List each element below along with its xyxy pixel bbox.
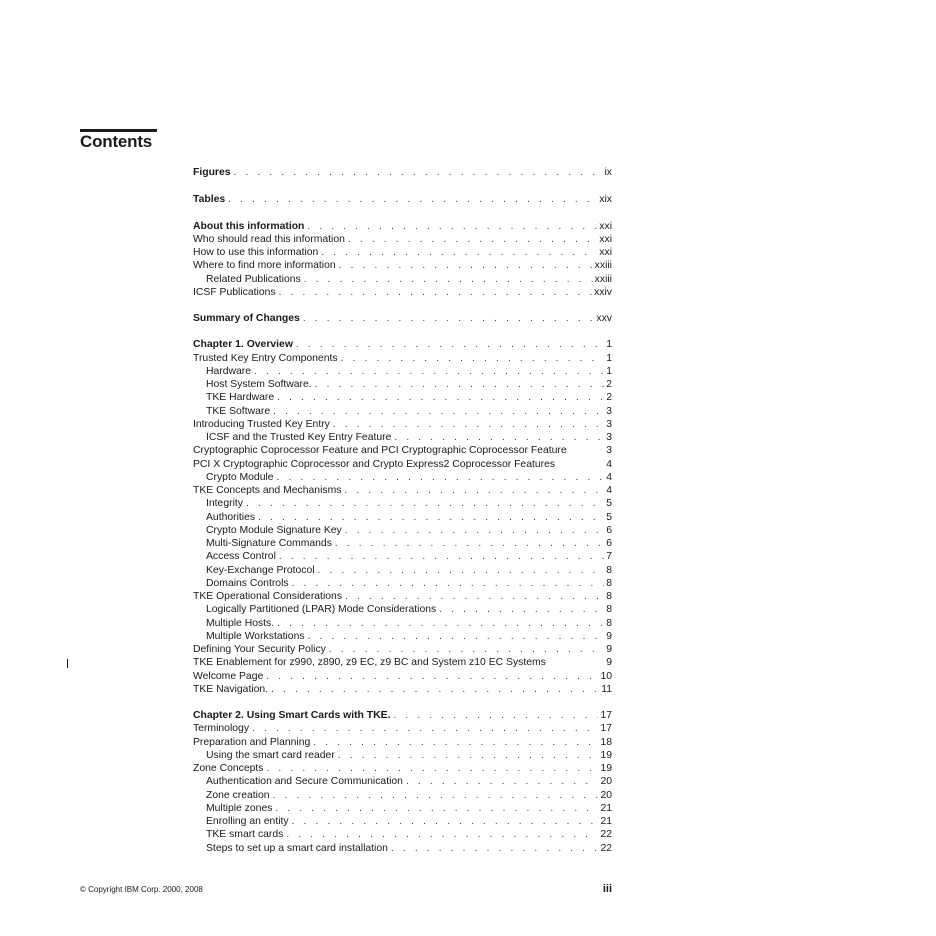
dot-leader — [391, 842, 599, 855]
dot-leader — [348, 233, 597, 246]
toc-entry-title: ICSF Publications — [193, 286, 276, 298]
toc-entry-title: Multiple Workstations — [206, 630, 305, 642]
toc-entry-title: Zone creation — [206, 789, 270, 801]
dot-leader — [315, 378, 605, 391]
toc-entry[interactable] — [193, 524, 612, 537]
toc-entry-title: Terminology — [193, 723, 250, 735]
toc-entry-title: TKE Operational Considerations — [193, 591, 343, 602]
toc-entry-page: xxi — [599, 220, 612, 232]
toc-entry[interactable] — [193, 312, 612, 325]
toc-entry[interactable] — [193, 418, 612, 431]
toc-entry[interactable] — [193, 511, 612, 524]
dot-leader — [393, 709, 598, 722]
toc-entry-page: 4 — [606, 458, 612, 470]
toc-entry[interactable] — [193, 537, 612, 550]
toc-entry-title: Cryptographic Coprocessor Feature and PCI Cryptographic Coprocessor Feature — [193, 445, 567, 457]
dot-leader — [246, 497, 604, 510]
toc-entry[interactable] — [193, 709, 612, 722]
toc-entry-title: TKE smart cards — [206, 829, 284, 841]
toc-entry-title: Hardware — [206, 365, 252, 377]
dot-leader — [296, 338, 604, 351]
toc-entry-page: 2 — [606, 379, 612, 390]
toc-entry[interactable] — [193, 564, 612, 577]
dot-leader — [234, 166, 603, 179]
toc-entry-title: Multiple zones — [206, 802, 273, 814]
toc-entry-title: Where to find more information — [193, 260, 336, 272]
toc-entry-title: Using the smart card reader — [206, 749, 335, 761]
toc-entry-title: Summary of Changes — [193, 313, 300, 324]
toc-entry-title: Multi-Signature Commands — [206, 538, 332, 549]
dot-leader — [273, 789, 599, 802]
dot-leader — [333, 418, 604, 431]
toc-entry-title: Crypto Module — [206, 471, 274, 483]
toc-entry-title: Chapter 1. Overview — [193, 339, 293, 351]
toc-entry-title: TKE Concepts and Mechanisms — [193, 485, 342, 496]
toc-entry-page: 1 — [606, 352, 612, 364]
toc-entry-page: 3 — [606, 445, 612, 457]
dot-leader — [313, 736, 598, 749]
toc-entry-title: Figures — [193, 167, 231, 178]
toc-entry-title: Logically Partitioned (LPAR) Mode Considerations — [206, 604, 437, 616]
toc-entry[interactable] — [193, 670, 612, 683]
toc-entry[interactable] — [193, 338, 612, 351]
toc-entry-page: 8 — [606, 564, 612, 576]
dot-leader — [394, 431, 604, 444]
dot-leader — [271, 683, 599, 696]
dot-leader — [277, 391, 604, 404]
toc-entry[interactable] — [193, 352, 612, 365]
toc-entry-title: Authorities — [206, 511, 256, 523]
toc-entry-title: Key-Exchange Protocol — [206, 564, 315, 576]
toc-entry[interactable] — [193, 259, 612, 272]
toc-entry-title: How to use this information — [193, 247, 319, 258]
dot-leader — [304, 273, 593, 286]
toc-entry-page: 8 — [606, 591, 612, 602]
toc-entry[interactable] — [193, 736, 612, 749]
dot-leader — [321, 246, 597, 259]
toc-entry[interactable] — [193, 802, 612, 815]
toc-entry-page: xxiv — [594, 286, 612, 298]
toc-entry[interactable] — [193, 233, 612, 246]
footer-copyright: © Copyright IBM Corp. 2000, 2008 — [80, 885, 203, 894]
dot-leader — [277, 617, 604, 630]
dot-leader — [273, 405, 604, 418]
dot-leader — [345, 524, 604, 537]
toc-entry-title: Tables — [193, 194, 226, 206]
toc-entry-page: 3 — [606, 405, 612, 417]
toc-entry-title: Crypto Module Signature Key — [206, 524, 342, 536]
toc-entry-page: 20 — [600, 776, 612, 788]
toc-entry[interactable] — [193, 246, 612, 259]
dot-leader — [279, 286, 593, 299]
toc-entry-title: Steps to set up a smart card installation — [206, 842, 388, 854]
toc-entry[interactable] — [193, 391, 612, 404]
toc-entry[interactable] — [193, 444, 612, 457]
toc-entry-title: Host System Software. — [206, 379, 312, 390]
dot-leader — [292, 815, 599, 828]
dot-leader — [303, 312, 595, 325]
toc-entry[interactable] — [193, 550, 612, 563]
toc-entry-title: ICSF and the Trusted Key Entry Feature — [206, 432, 392, 443]
dot-leader — [344, 484, 604, 497]
toc-entry-page: xxi — [599, 247, 612, 258]
dot-leader — [286, 828, 598, 841]
toc-entry[interactable] — [193, 630, 612, 643]
toc-entry-page: 6 — [606, 524, 612, 536]
toc-entry[interactable] — [193, 458, 612, 471]
toc-entry[interactable] — [193, 815, 612, 828]
toc-entry-page: 6 — [606, 538, 612, 549]
dot-leader — [335, 537, 604, 550]
dot-leader — [439, 603, 604, 616]
toc-entry-page: 5 — [606, 498, 612, 510]
toc-entry[interactable] — [193, 378, 612, 391]
toc-entry-page: 8 — [606, 617, 612, 629]
footer-page-number: iii — [602, 883, 612, 895]
toc-entry-page: 17 — [600, 723, 612, 735]
toc-entry-page: 21 — [600, 802, 612, 814]
toc-entry[interactable] — [193, 365, 612, 378]
dot-leader — [406, 775, 598, 788]
toc-entry-page: 1 — [606, 339, 612, 351]
toc-entry-title: Integrity — [206, 498, 243, 510]
toc-entry-page: 11 — [601, 683, 612, 695]
toc-entry-title: Enrolling an entity — [206, 816, 289, 827]
toc-entry-title: TKE Software — [206, 405, 271, 417]
toc-entry-title: Zone Concepts — [193, 763, 264, 774]
toc-entry-page: 8 — [606, 577, 612, 589]
page-title: Contents — [80, 132, 153, 151]
toc-entry-title: Defining Your Security Policy — [193, 644, 326, 655]
toc-entry[interactable] — [193, 656, 612, 669]
toc-entry-title: TKE Hardware — [206, 392, 275, 404]
toc-entry-page: 19 — [600, 763, 612, 774]
dot-leader — [345, 590, 604, 603]
toc-entry[interactable] — [193, 286, 612, 299]
toc-entry-title: Authentication and Secure Communication — [206, 776, 403, 788]
toc-entry-page: 19 — [600, 749, 612, 761]
toc-entry[interactable] — [193, 484, 612, 497]
toc-entry-page: xxv — [596, 313, 612, 324]
dot-leader — [292, 577, 605, 590]
toc-entry-page: ix — [604, 167, 612, 178]
dot-leader — [228, 193, 597, 206]
dot-leader — [254, 365, 604, 378]
dot-leader — [339, 259, 593, 272]
toc-entry-title: Related Publications — [206, 273, 301, 285]
toc-entry-page: 9 — [606, 644, 612, 655]
toc-entry[interactable] — [193, 828, 612, 841]
toc-entry[interactable] — [193, 166, 612, 179]
toc-entry-title: Trusted Key Entry Components — [193, 352, 338, 364]
toc-entry-title: Welcome Page — [193, 670, 264, 682]
toc-entry[interactable] — [193, 762, 612, 775]
toc-entry-page: 3 — [606, 418, 612, 430]
toc-entry-title: Preparation and Planning — [193, 736, 311, 748]
toc-entry-title: TKE Navigation. — [193, 683, 269, 695]
toc-entry-page: 7 — [606, 551, 612, 563]
toc-entry[interactable] — [193, 775, 612, 788]
toc-entry[interactable] — [193, 842, 612, 855]
toc-entry-page: 8 — [606, 604, 612, 616]
toc-entry[interactable] — [193, 683, 612, 696]
toc-entry-page: 9 — [606, 657, 612, 669]
toc-entry-page: xix — [599, 194, 612, 206]
toc-entry-page: 21 — [600, 816, 612, 827]
toc-entry[interactable] — [193, 405, 612, 418]
toc-entry-title: PCI X Cryptographic Coprocessor and Crypto Express2 Coprocessor Features — [193, 458, 556, 470]
toc-entry-page: 1 — [606, 365, 612, 377]
toc-entry-page: 22 — [600, 842, 612, 854]
toc-entry[interactable] — [193, 722, 612, 735]
toc-entry-page: 5 — [606, 511, 612, 523]
toc-entry-title: Domains Controls — [206, 577, 289, 589]
toc-entry-title: TKE Enablement for z990, z890, z9 EC, z9 BC and System z10 EC Systems — [193, 657, 546, 669]
toc-entry-page: xxi — [599, 233, 612, 245]
toc-entry[interactable] — [193, 431, 612, 444]
toc-entry-page: 17 — [600, 710, 612, 721]
dot-leader — [341, 352, 605, 365]
toc-entry[interactable] — [193, 471, 612, 484]
toc-entry-page: 9 — [606, 630, 612, 642]
toc-entry-title: Chapter 2. Using Smart Cards with TKE. — [193, 710, 391, 721]
toc-entry[interactable] — [193, 749, 612, 762]
toc-entry[interactable] — [193, 497, 612, 510]
toc-entry[interactable] — [193, 789, 612, 802]
dot-leader — [258, 511, 604, 524]
toc-entry-page: xxiii — [594, 273, 612, 285]
toc-entry-page: 3 — [606, 432, 612, 443]
toc-entry-title: Access Control — [206, 551, 276, 563]
dot-leader — [277, 471, 605, 484]
toc-entry[interactable] — [193, 577, 612, 590]
dot-leader — [266, 762, 598, 775]
toc-entry-page: 20 — [600, 789, 612, 801]
dot-leader — [266, 670, 598, 683]
toc-entry[interactable] — [193, 590, 612, 603]
toc-entry-page: 10 — [600, 670, 612, 682]
change-bar — [67, 659, 68, 668]
dot-leader — [279, 550, 604, 563]
dot-leader — [338, 749, 599, 762]
toc-entry-page: 18 — [600, 736, 612, 748]
dot-leader — [307, 220, 597, 233]
toc-entry[interactable] — [193, 617, 612, 630]
toc-entry-title: Who should read this information — [193, 233, 345, 245]
toc-entry[interactable] — [193, 273, 612, 286]
toc-entry-page: 4 — [606, 485, 612, 496]
toc-entry-title: Multiple Hosts. — [206, 617, 275, 629]
toc-entry[interactable] — [193, 193, 612, 206]
toc-entry-title: Introducing Trusted Key Entry — [193, 418, 330, 430]
toc-entry[interactable] — [193, 643, 612, 656]
toc-entry[interactable] — [193, 220, 612, 233]
dot-leader — [329, 643, 604, 656]
toc-entry-page: 4 — [606, 471, 612, 483]
toc-entry-page: xxiii — [594, 260, 612, 272]
toc-entry-page: 2 — [606, 392, 612, 404]
toc-entry-page: 22 — [600, 829, 612, 841]
toc-entry[interactable] — [193, 603, 612, 616]
dot-leader — [318, 564, 605, 577]
toc-entry-title: About this information — [193, 220, 305, 232]
dot-leader — [252, 722, 598, 735]
dot-leader — [308, 630, 605, 643]
dot-leader — [275, 802, 598, 815]
